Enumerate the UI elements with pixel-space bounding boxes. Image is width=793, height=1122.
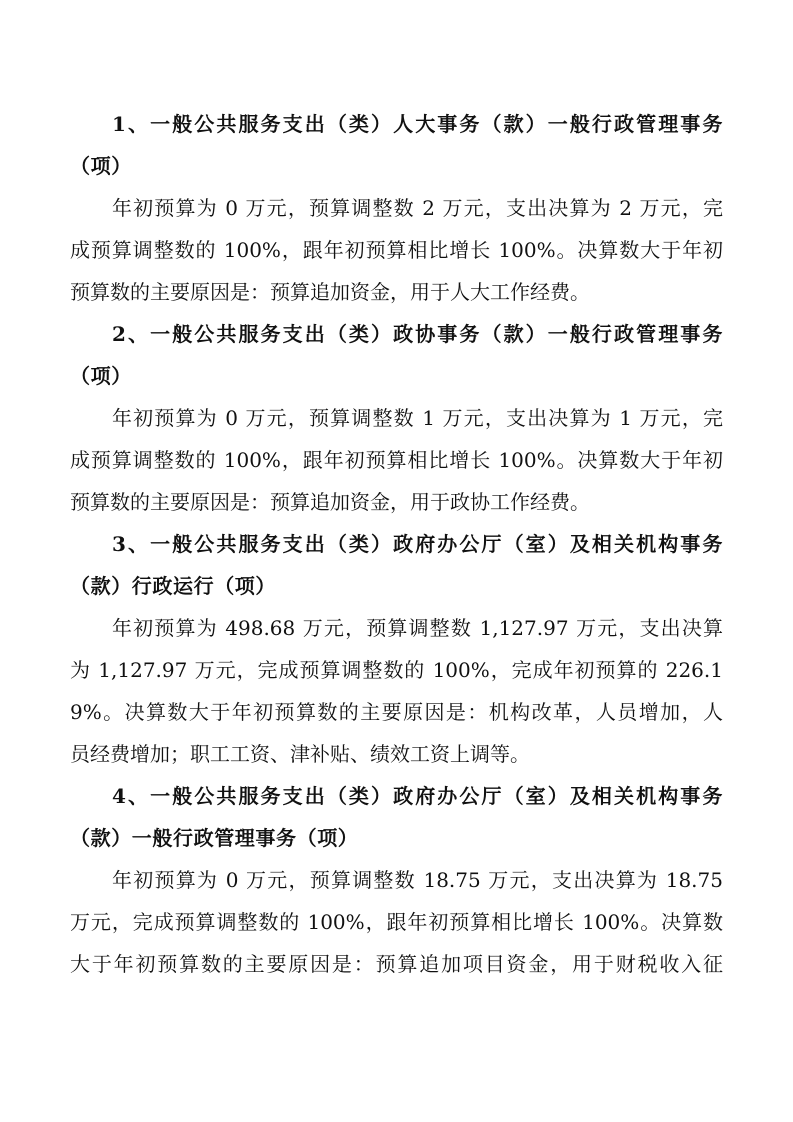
paragraph-line: 年初预算为 0 万元，预算调整数 1 万元，支出决算为 1 万元，完: [112, 406, 723, 430]
section-heading-continued: （项）: [70, 154, 132, 178]
paragraph-line: 成预算调整数的 100%，跟年初预算相比增长 100%。决算数大于年初: [70, 448, 723, 472]
paragraph-line: 年初预算为 0 万元，预算调整数 2 万元，支出决算为 2 万元，完: [112, 196, 723, 220]
section-heading-continued: （款）行政运行（项）: [70, 574, 276, 598]
section-heading: 2、一般公共服务支出（类）政协事务（款）一般行政管理事务: [112, 322, 723, 346]
section-heading: 4、一般公共服务支出（类）政府办公厅（室）及相关机构事务: [112, 784, 723, 808]
paragraph-line: 员经费增加；职工工资、津补贴、绩效工资上调等。: [70, 742, 530, 766]
paragraph-line: 年初预算为 498.68 万元，预算调整数 1,127.97 万元，支出决算: [112, 616, 723, 640]
paragraph-line: 9%。决算数大于年初预算数的主要原因是：机构改革，人员增加，人: [70, 700, 723, 724]
section-heading: 1、一般公共服务支出（类）人大事务（款）一般行政管理事务: [112, 112, 723, 136]
section-heading: 3、一般公共服务支出（类）政府办公厅（室）及相关机构事务: [112, 532, 723, 556]
section-heading-continued: （款）一般行政管理事务（项）: [70, 826, 359, 850]
paragraph-line: 万元，完成预算调整数的 100%，跟年初预算相比增长 100%。决算数: [70, 910, 723, 934]
section-heading-continued: （项）: [70, 364, 132, 388]
paragraph-line: 成预算调整数的 100%，跟年初预算相比增长 100%。决算数大于年初: [70, 238, 723, 262]
paragraph-line: 为 1,127.97 万元，完成预算调整数的 100%，完成年初预算的 226.1: [70, 658, 723, 682]
paragraph-line: 预算数的主要原因是：预算追加资金，用于政协工作经费。: [70, 490, 590, 514]
paragraph-line: 年初预算为 0 万元，预算调整数 18.75 万元，支出决算为 18.75: [112, 868, 723, 892]
document-body: [70, 103, 723, 985]
paragraph-line: 预算数的主要原因是：预算追加资金，用于人大工作经费。: [70, 280, 590, 304]
paragraph-line: 大于年初预算数的主要原因是：预算追加项目资金，用于财税收入征: [70, 952, 723, 976]
